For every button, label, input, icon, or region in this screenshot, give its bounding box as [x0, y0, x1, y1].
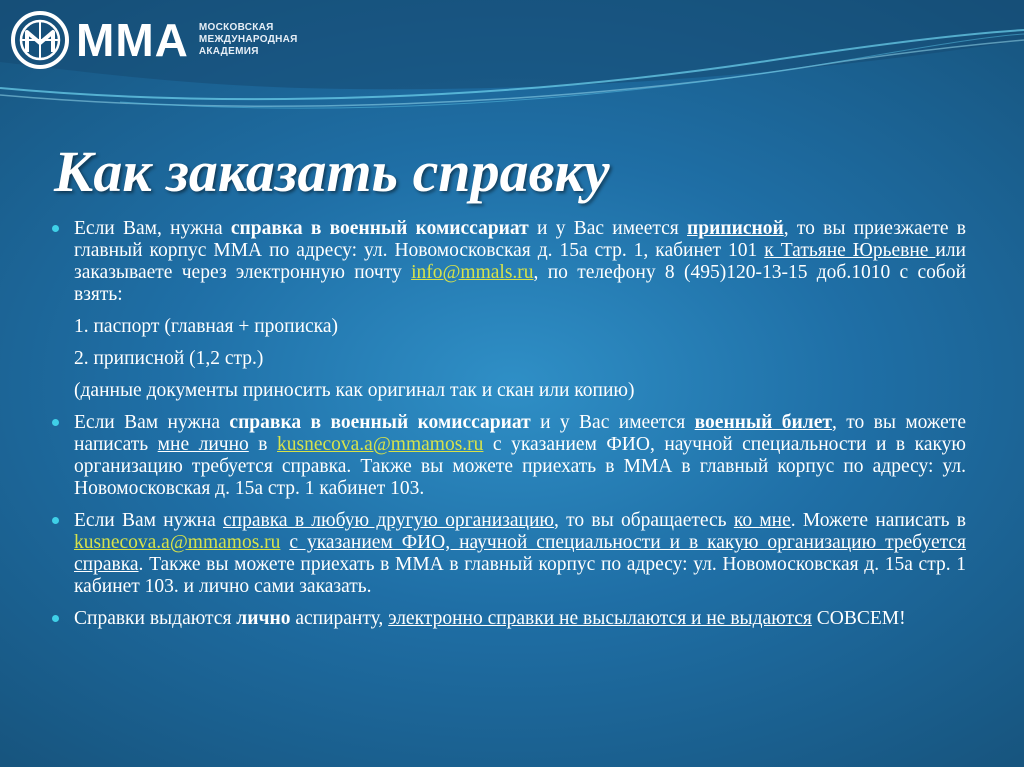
logo-subtitle-line: АКАДЕМИЯ: [198, 46, 259, 57]
bullet-icon: [52, 517, 59, 524]
text: . Также вы можете приехать в ММА в главный корпус по адресу: ул. Новомосковская д. 15а стр. 1 кабинет 103. и лично сами заказать.: [74, 554, 966, 597]
text: . Можете написать в: [790, 510, 966, 531]
bullet-icon: [52, 419, 59, 426]
email-link[interactable]: kusnecova.a@mmamos.ru: [74, 532, 281, 553]
underlined-text: ко мне: [733, 510, 791, 531]
sub-item-passport: 1. паспорт (главная + прописка): [74, 316, 339, 337]
text: , по телефону 8 (495)120-13-15 доб.1010 с собой взять:: [74, 262, 967, 305]
email-link[interactable]: kusnecova.a@mmamos.ru: [277, 434, 484, 455]
text: с указанием ФИО, научной специальности и в какую организацию требуется справка. Также вы можете приехать в ММА в главный корпус по адресу: ул. Новомосковская д. 15а стр. 1 кабинет 103.: [74, 434, 966, 499]
text: Справки выдаются: [74, 608, 237, 629]
logo-subtitle: [199, 22, 298, 58]
logo-name: ММА: [76, 14, 189, 66]
text: аспиранту,: [290, 608, 389, 629]
text: в: [248, 434, 277, 455]
underlined-text: электронно справки не высылаются и не выдаются: [388, 608, 812, 629]
page-title: Как заказать справку: [54, 139, 610, 204]
text: Если Вам нужна: [74, 510, 224, 531]
email-link[interactable]: info@mmals.ru: [411, 262, 534, 283]
text: СОВСЕМ!: [811, 608, 906, 629]
bullet-icon: [52, 615, 59, 622]
bold-text: справка в военный комиссариат: [229, 412, 531, 433]
bullet-item-2: [52, 412, 966, 500]
content: [52, 218, 966, 630]
text: и у Вас имеется: [528, 218, 688, 239]
text: , то вы можете написать: [74, 412, 966, 455]
bullet-item-3: [52, 510, 966, 598]
text: Если Вам, нужна: [74, 218, 231, 239]
bold-text: справка в военный комиссариат: [230, 218, 529, 239]
bullet-icon: [52, 225, 59, 232]
text: Если Вам нужна: [74, 412, 230, 433]
logo: [10, 8, 298, 72]
bold-text: лично: [236, 608, 291, 629]
bullet-item-1: [52, 218, 966, 306]
text: или заказываете через электронную почту: [74, 240, 966, 283]
underlined-text: к Татьяне Юрьевне: [764, 240, 936, 261]
underlined-text: справка в любую другую организацию: [223, 510, 554, 531]
logo-subtitle-line: МЕЖДУНАРОДНАЯ: [198, 34, 298, 45]
underlined-text: приписной: [687, 218, 784, 239]
text: , то вы обращаетесь: [553, 510, 734, 531]
sub-item-note: (данные документы приносить как оригинал так и скан или копию): [74, 380, 635, 401]
underlined-text: военный билет: [694, 412, 832, 433]
bullet-item-4: [52, 608, 966, 630]
globe-emblem-icon: [10, 10, 70, 70]
sub-item-pripisnoy: 2. приписной (1,2 стр.): [74, 348, 264, 369]
underlined-text: с указанием ФИО, научной специальности и в какую организацию требуется справка: [74, 532, 966, 575]
text: , то вы приезжаете в главный корпус ММА по адресу: ул. Новомосковская д. 15а стр. 1, кабинет 101: [74, 218, 966, 261]
logo-subtitle-line: МОСКОВСКАЯ: [198, 22, 274, 33]
underlined-text: мне лично: [157, 434, 249, 455]
text: и у Вас имеется: [530, 412, 695, 433]
